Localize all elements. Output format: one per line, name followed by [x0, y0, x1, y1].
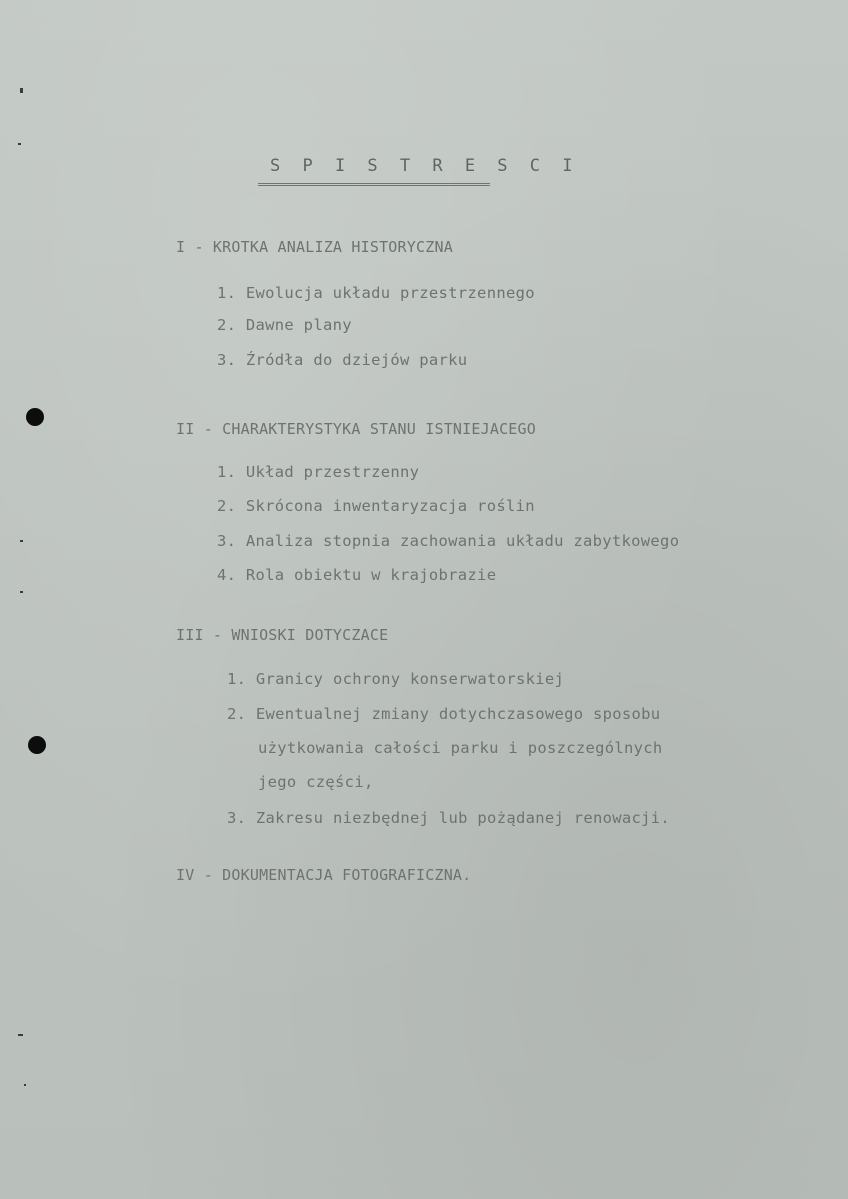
list-item: 3. Zakresu niezbędnej lub pożądanej renowacji. — [227, 809, 671, 827]
list-item: 1. Granicy ochrony konserwatorskiej — [227, 670, 565, 688]
list-item: 4. Rola obiektu w krajobrazie — [217, 566, 497, 584]
list-item: 1. Ewolucja układu przestrzennego — [217, 284, 535, 302]
speck-mark — [20, 540, 23, 542]
list-item: 3. Analiza stopnia zachowania układu zabytkowego — [217, 532, 680, 550]
list-item: 2. Ewentualnej zmiany dotychczasowego sposobu — [227, 705, 661, 723]
page-title: S P I S T R E S C I — [270, 156, 579, 176]
section-heading: IV - DOKUMENTACJA FOTOGRAFICZNA. — [176, 866, 472, 884]
title-underline — [258, 183, 490, 186]
speck-mark — [20, 88, 23, 93]
list-item: 2. Dawne plany — [217, 316, 352, 334]
list-item: 2. Skrócona inwentaryzacja roślin — [217, 497, 535, 515]
list-item-continuation: użytkowania całości parku i poszczególnych — [258, 739, 663, 757]
section-heading: I - KROTKA ANALIZA HISTORYCZNA — [176, 238, 453, 256]
speck-mark — [20, 591, 23, 593]
speck-mark — [24, 1084, 26, 1086]
list-item: 1. Układ przestrzenny — [217, 463, 420, 481]
list-item-continuation: jego części, — [258, 773, 374, 791]
speck-mark — [18, 1034, 23, 1036]
punch-hole-top — [26, 408, 44, 426]
section-heading: II - CHARAKTERYSTYKA STANU ISTNIEJACEGO — [176, 420, 536, 438]
section-heading: III - WNIOSKI DOTYCZACE — [176, 626, 389, 644]
punch-hole-bottom — [28, 736, 46, 754]
list-item: 3. Źródła do dziejów parku — [217, 351, 468, 369]
speck-mark — [18, 143, 21, 145]
